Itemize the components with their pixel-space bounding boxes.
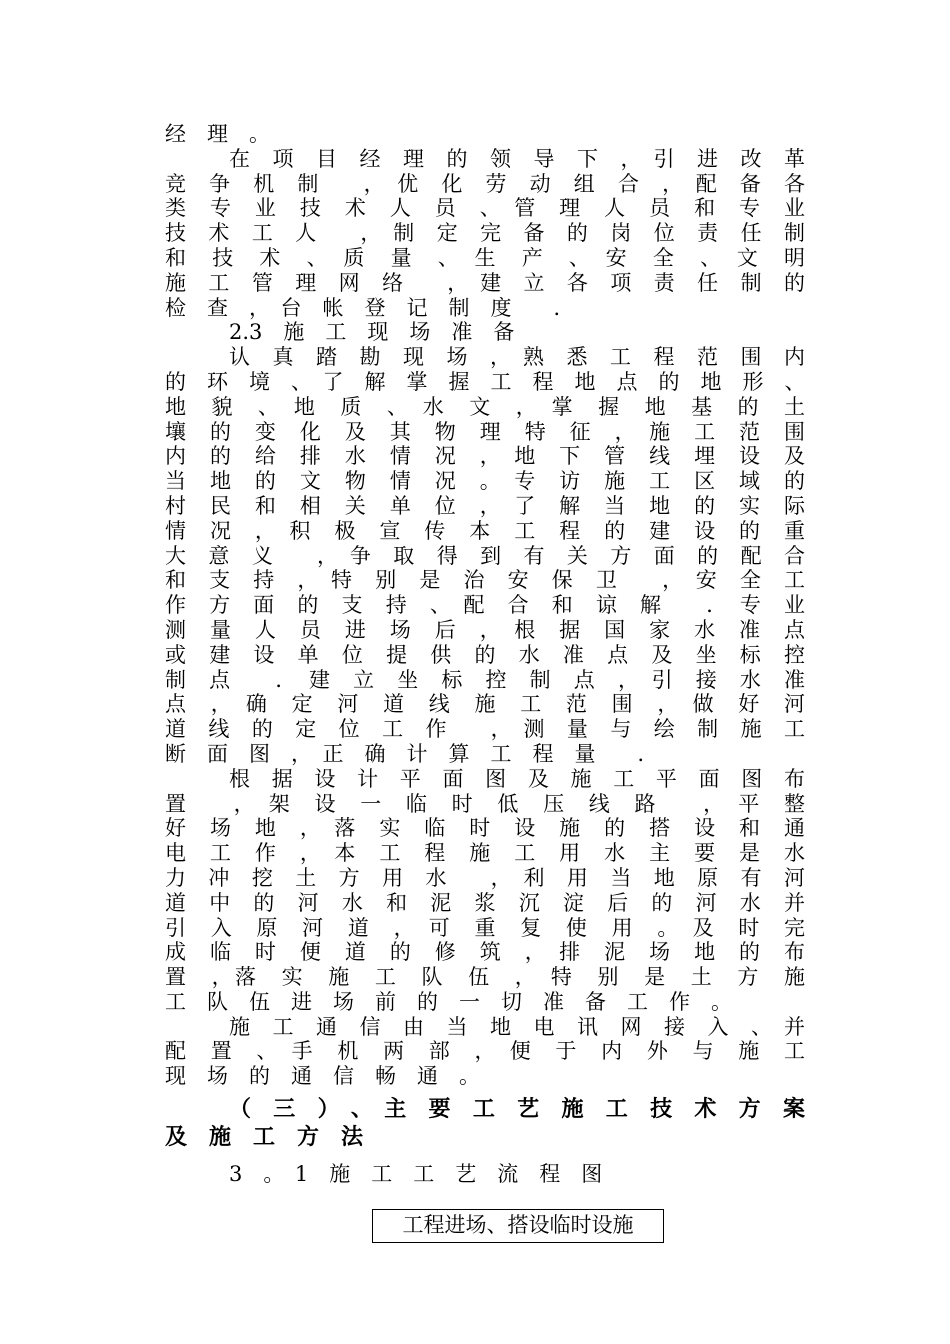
section-heading-line: （ 三 ） 、 主 要 工 艺 施 工 技 术 方 案 bbox=[229, 1096, 805, 1123]
paragraph-line: 道 中 的 河 水 和 泥 浆 沉 淀 后 的 河 水 并 bbox=[165, 890, 805, 915]
paragraph-line: 施 工 通 信 由 当 地 电 讯 网 接 入 、 并 bbox=[229, 1014, 805, 1039]
paragraph-line: 2.3 施 工 现 场 准 备 bbox=[229, 320, 515, 345]
body-text bbox=[165, 122, 805, 1189]
paragraph-line: 经 理 。 bbox=[165, 122, 270, 146]
paragraph-line: 根 据 设 计 平 面 图 及 施 工 平 面 图 布 bbox=[229, 766, 805, 791]
paragraph-line: 的 环 境 、 了 解 掌 握 工 程 地 点 的 地 形 、 bbox=[165, 369, 806, 394]
paragraph-line: 置 ，落 实 施 工 队 伍 ， 特 别 是 土 方 施 bbox=[165, 965, 805, 990]
paragraph-line: 好 场 地 ， 落 实 临 时 设 施 的 搭 设 和 通 bbox=[165, 816, 805, 841]
paragraph-line: 电 工 作 ， 本 工 程 施 工 用 水 主 要 是 水 bbox=[165, 841, 805, 866]
paragraph-line: 大 意 义 ， 争 取 得 到 有 关 方 面 的 配 合 bbox=[165, 543, 805, 568]
paragraph-line: 测 量 人 员 进 场 后 ， 根 据 国 家 水 准 点 bbox=[165, 617, 805, 642]
paragraph-line: 断 面 图 ， 正 确 计 算 工 程 量 ． bbox=[165, 741, 659, 766]
section-heading bbox=[165, 1095, 805, 1151]
paragraph-line: 配 置 、 手 机 两 部 ， 便 于 内 外 与 施 工 bbox=[165, 1039, 805, 1064]
paragraph-line: 施 工 管 理 网 络 ， 建 立 各 项 责 任 制 的 bbox=[165, 270, 805, 295]
paragraph-line: 在 项 目 经 理 的 领 导 下 ， 引 进 改 革 bbox=[229, 146, 805, 171]
section-heading-line: 及 施 工 方 法 bbox=[165, 1124, 364, 1151]
paragraph-line: 技 术 工 人 ， 制 定 完 备 的 岗 位 责 任 制 bbox=[165, 221, 805, 246]
paragraph-line: 力 冲 挖 土 方 用 水 ， 利 用 当 地 原 有 河 bbox=[165, 865, 805, 890]
paragraph-line: 制 点 ． 建 立 坐 标 控 制 点 ， 引 接 水 准 bbox=[165, 667, 805, 692]
paragraph-line: 点 ， 确 定 河 道 线 施 工 范 围 ， 做 好 河 bbox=[165, 692, 805, 717]
flowchart-step-label: 工程进场、搭设临时设施 bbox=[402, 1213, 634, 1237]
paragraph-line: 引 入 原 河 道 ， 可 重 复 使 用 。 及 时 完 bbox=[165, 915, 805, 940]
paragraph-line: 壤 的 变 化 及 其 物 理 特 征 ， 施 工 范 围 bbox=[165, 419, 805, 444]
paragraph-line: 当 地 的 文 物 情 况 。 专 访 施 工 区 域 的 bbox=[165, 469, 805, 494]
paragraph-line: 置 ， 架 设 一 临 时 低 压 线 路 ， 平 整 bbox=[165, 791, 805, 816]
paragraph-line: 竞 争 机 制 ， 优 化 劳 动 组 合 ， 配 备 各 bbox=[165, 171, 805, 196]
paragraph-line: 类 专 业 技 术 人 员 、 管 理 人 员 和 专 业 bbox=[165, 196, 805, 221]
paragraph-line: 成 临 时 便 道 的 修 筑 ， 排 泥 场 地 的 布 bbox=[165, 940, 805, 965]
paragraph-line: 地 貌 、 地 质 、 水 文 ， 掌 握 地 基 的 土 bbox=[165, 394, 805, 419]
paragraph-line: 村 民 和 相 关 单 位 ， 了 解 当 地 的 实 际 bbox=[165, 493, 805, 518]
paragraph-line: 或 建 设 单 位 提 供 的 水 准 点 及 坐 标 控 bbox=[165, 642, 805, 667]
paragraph-line: 情 况 ， 积 极 宣 传 本 工 程 的 建 设 的 重 bbox=[165, 518, 805, 543]
paragraph-line: 作 方 面 的 支 持 、 配 合 和 谅 解 ． 专 业 bbox=[165, 593, 805, 618]
paragraph-line: 认 真 踏 勘 现 场 ， 熟 悉 工 程 范 围 内 bbox=[229, 345, 805, 370]
paragraph-line: 和 支 持 ， 特 别 是 治 安 保 卫 ， 安 全 工 bbox=[165, 568, 805, 593]
paragraph-line: 道 线 的 定 位 工 作 ， 测 量 与 绘 制 施 工 bbox=[165, 717, 805, 742]
paragraph-line: 工 队 伍 进 场 前 的 一 切 准 备 工 作 。 bbox=[165, 989, 732, 1014]
subsection-title: 3 。 1 施 工 工 艺 流 程 图 bbox=[229, 1162, 603, 1187]
paragraph-line: 现 场 的 通 信 畅 通 。 bbox=[165, 1064, 480, 1089]
flowchart-step-box bbox=[372, 1209, 664, 1243]
paragraph-line: 检 查 ， 台 帐 登 记 制 度 ． bbox=[165, 295, 575, 320]
paragraph-line: 和 技 术 、 质 量 、 生 产 、 安 全 、 文 明 bbox=[165, 245, 805, 270]
paragraph-line: 内 的 给 排 水 情 况 ， 地 下 管 线 埋 设 及 bbox=[165, 444, 805, 469]
